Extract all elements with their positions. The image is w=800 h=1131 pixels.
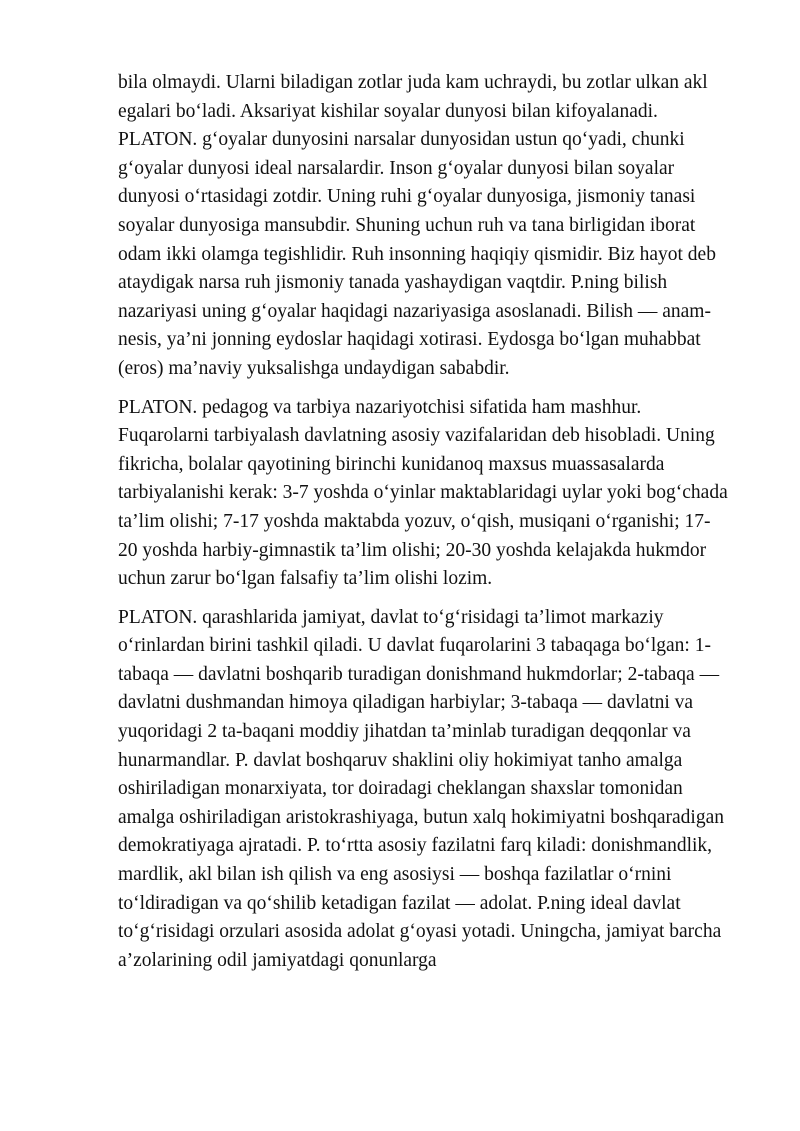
document-page (118, 69, 728, 985)
paragraph-3: PLATON. qarashlarida jamiyat, davlat to‘g‘risidagi ta’limot markaziy o‘rinlardan birini tashkil qiladi. U davlat fuqarolarini 3 tabaqaga bo‘lgan: 1-tabaqa — davlatni boshqarib turadigan donishmand hukmdorlar; 2-tabaqa — davlatni dushmandan himoya qiladigan harbiylar; 3-tabaqa — davlatni va yuqoridagi 2 ta-baqani moddiy jihatdan ta’minlab turadigan deqqonlar va hunarmandlar. P. davlat boshqaruv shaklini oliy hokimiyat tanho amalga oshiriladigan monarxiyata, tor doiradagi cheklangan shaxslar tomonidan amalga oshiriladigan aristokrashiyaga, butun xalq hokimiyatni boshqaradigan demokratiyaga ajratadi. P. to‘rtta asosiy fazilatni farq kiladi: donishmandlik, mardlik, akl bilan ish qilish va eng asosiysi — boshqa fazilatlar o‘rnini to‘ldiradigan va qo‘shilib ketadigan fazilat — adolat. P.ning ideal davlat to‘g‘risidagi orzulari asosida adolat g‘oyasi yotadi. Uningcha, jamiyat barcha a’zolarining odil jamiyatdagi qonunlarga (118, 606, 724, 971)
paragraph-1: bila olmaydi. Ularni biladigan zotlar juda kam uchraydi, bu zotlar ulkan akl egalari bo‘ladi. Aksariyat kishilar soyalar dunyosi bilan kifoyalanadi. PLATON. g‘oyalar dunyosini narsalar dunyosidan ustun qo‘yadi, chunki g‘oyalar dunyosi ideal narsalardir. Inson g‘oyalar dunyosi bilan soyalar dunyosi o‘rtasidagi zotdir. Uning ruhi g‘oyalar dunyosiga, jismoniy tanasi soyalar dunyosiga mansubdir. Shuning uchun ruh va tana birligidan iborat odam ikki olamga tegishlidir. Ruh insonning haqiqiy qismidir. Biz hayot deb ataydigak narsa ruh jismoniy tanada yashaydigan vaqtdir. P.ning bilish nazariyasi uning g‘oyalar haqidagi nazariyasiga asoslanadi. Bilish — anam-nesis, ya’ni jonning eydoslar haqidagi xotirasi. Eydosga bo‘lgan muhabbat (eros) ma’naviy yuksalishga undaydigan sababdir. (118, 72, 716, 379)
paragraph-2: PLATON. pedagog va tarbiya nazariyotchisi sifatida ham mashhur. Fuqarolarni tarbiyalash davlatning asosiy vazifalaridan deb hisobladi. Uning fikricha, bolalar qayotining birinchi kunidanoq maxsus muassasalarda tarbiyalanishi kerak: 3-7 yoshda o‘yinlar maktablaridagi uylar yoki bog‘chada ta’lim olishi; 7-17 yoshda maktabda yozuv, o‘qish, musiqani o‘rganishi; 17-20 yoshda harbiy-gimnastik ta’lim olishi; 20-30 yoshda kelajakda hukmdor uchun zarur bo‘lgan falsafiy ta’lim olishi lozim. (118, 396, 728, 590)
